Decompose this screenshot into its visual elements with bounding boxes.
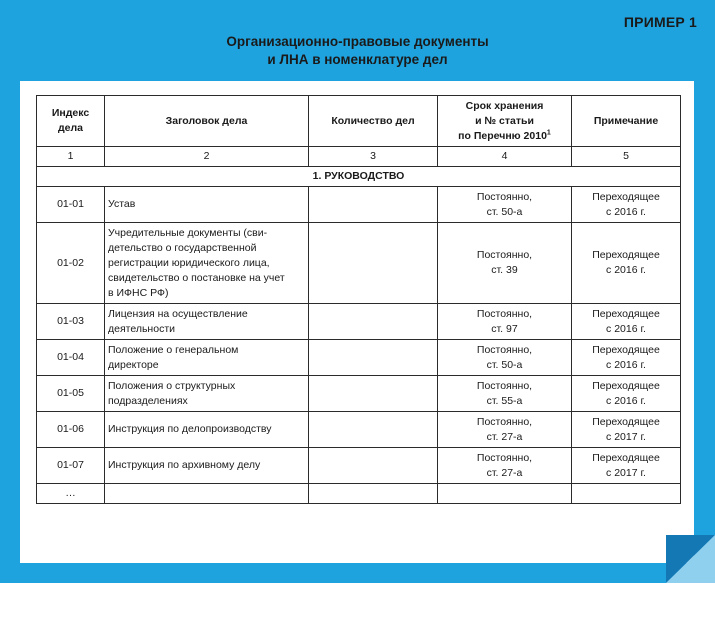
row-title-line: подразделениях (108, 394, 188, 407)
row-index: 01-01 (37, 187, 105, 223)
row-count (309, 187, 438, 223)
row-title (105, 223, 309, 304)
row-note: Переходящее с 2017 г. (572, 448, 681, 484)
row-term: Постоянно, ст. 97 (438, 304, 572, 340)
row-count (309, 223, 438, 304)
table-row-continuation (37, 484, 681, 504)
row-index: 01-07 (37, 448, 105, 484)
table-row (37, 340, 681, 376)
row-title-line: Инструкция по делопроизводству (108, 423, 272, 435)
row-index: 01-05 (37, 376, 105, 412)
column-number: 3 (309, 147, 438, 167)
row-title (105, 340, 309, 376)
row-term: Постоянно, ст. 50-а (438, 340, 572, 376)
row-term: Постоянно, ст. 55-а (438, 376, 572, 412)
table-row (37, 304, 681, 340)
column-number: 5 (572, 147, 681, 167)
empty-cell (438, 484, 572, 504)
page-title (0, 33, 715, 69)
table-row (37, 223, 681, 304)
row-index: 01-04 (37, 340, 105, 376)
title-line-1: Организационно-правовые документы (226, 34, 489, 49)
row-title (105, 412, 309, 448)
row-title (105, 376, 309, 412)
row-note: Переходящее с 2016 г. (572, 376, 681, 412)
column-numbers-row (37, 147, 681, 167)
table-row (37, 412, 681, 448)
row-title-line: Устав (108, 198, 136, 210)
row-count (309, 412, 438, 448)
column-number: 2 (105, 147, 309, 167)
header-count: Количество дел (309, 96, 438, 147)
row-count (309, 304, 438, 340)
row-note: Переходящее с 2016 г. (572, 187, 681, 223)
header-index: Индекс дела (37, 96, 105, 147)
row-title-line: детельство о государственной (108, 241, 257, 254)
row-note: Переходящее с 2016 г. (572, 304, 681, 340)
row-title-line: Положение о генеральном (108, 343, 239, 356)
table-body (37, 187, 681, 484)
ellipsis-cell: … (37, 484, 105, 504)
row-count (309, 376, 438, 412)
row-count (309, 448, 438, 484)
nomenclature-table (36, 95, 681, 504)
row-title-line: Лицензия на осуществление (108, 307, 248, 320)
example-label: ПРИМЕР 1 (623, 14, 697, 30)
row-term: Постоянно, ст. 27-а (438, 448, 572, 484)
section-title: 1. РУКОВОДСТВО (37, 167, 681, 187)
row-title-line: Учредительные документы (сви- (108, 226, 268, 239)
page-fold-corner (666, 535, 715, 583)
row-title (105, 448, 309, 484)
empty-cell (572, 484, 681, 504)
row-title-line: в ИФНС РФ) (108, 286, 169, 299)
row-title-line: директоре (108, 358, 159, 371)
column-number: 1 (37, 147, 105, 167)
row-term: Постоянно, ст. 39 (438, 223, 572, 304)
header-row (37, 96, 681, 147)
row-title-line: регистрации юридического лица, (108, 256, 270, 269)
footnote-marker: 1 (546, 129, 551, 136)
title-line-2: и ЛНА в номенклатуре дел (267, 52, 448, 67)
row-title (105, 304, 309, 340)
header-title: Заголовок дела (105, 96, 309, 147)
row-title-line: свидетельство о постановке на учет (108, 271, 285, 284)
row-count (309, 340, 438, 376)
section-row (37, 167, 681, 187)
row-title-line: Инструкция по архивному делу (108, 459, 261, 471)
empty-cell (105, 484, 309, 504)
row-title-line: деятельности (108, 322, 175, 335)
header-note: Примечание (572, 96, 681, 147)
row-index: 01-06 (37, 412, 105, 448)
table-row (37, 187, 681, 223)
row-note: Переходящее с 2017 г. (572, 412, 681, 448)
row-note: Переходящее с 2016 г. (572, 340, 681, 376)
row-index: 01-03 (37, 304, 105, 340)
row-title (105, 187, 309, 223)
row-index: 01-02 (37, 223, 105, 304)
row-note: Переходящее с 2016 г. (572, 223, 681, 304)
empty-cell (309, 484, 438, 504)
row-term: Постоянно, ст. 27-а (438, 412, 572, 448)
table-row (37, 376, 681, 412)
document-sheet (20, 81, 694, 563)
row-term: Постоянно, ст. 50-а (438, 187, 572, 223)
row-title-line: Положения о структурных (108, 379, 236, 392)
column-number: 4 (438, 147, 572, 167)
table-row (37, 448, 681, 484)
header-term: Срок хранения и № статьи по Перечню 2010$^1$ (438, 96, 572, 147)
